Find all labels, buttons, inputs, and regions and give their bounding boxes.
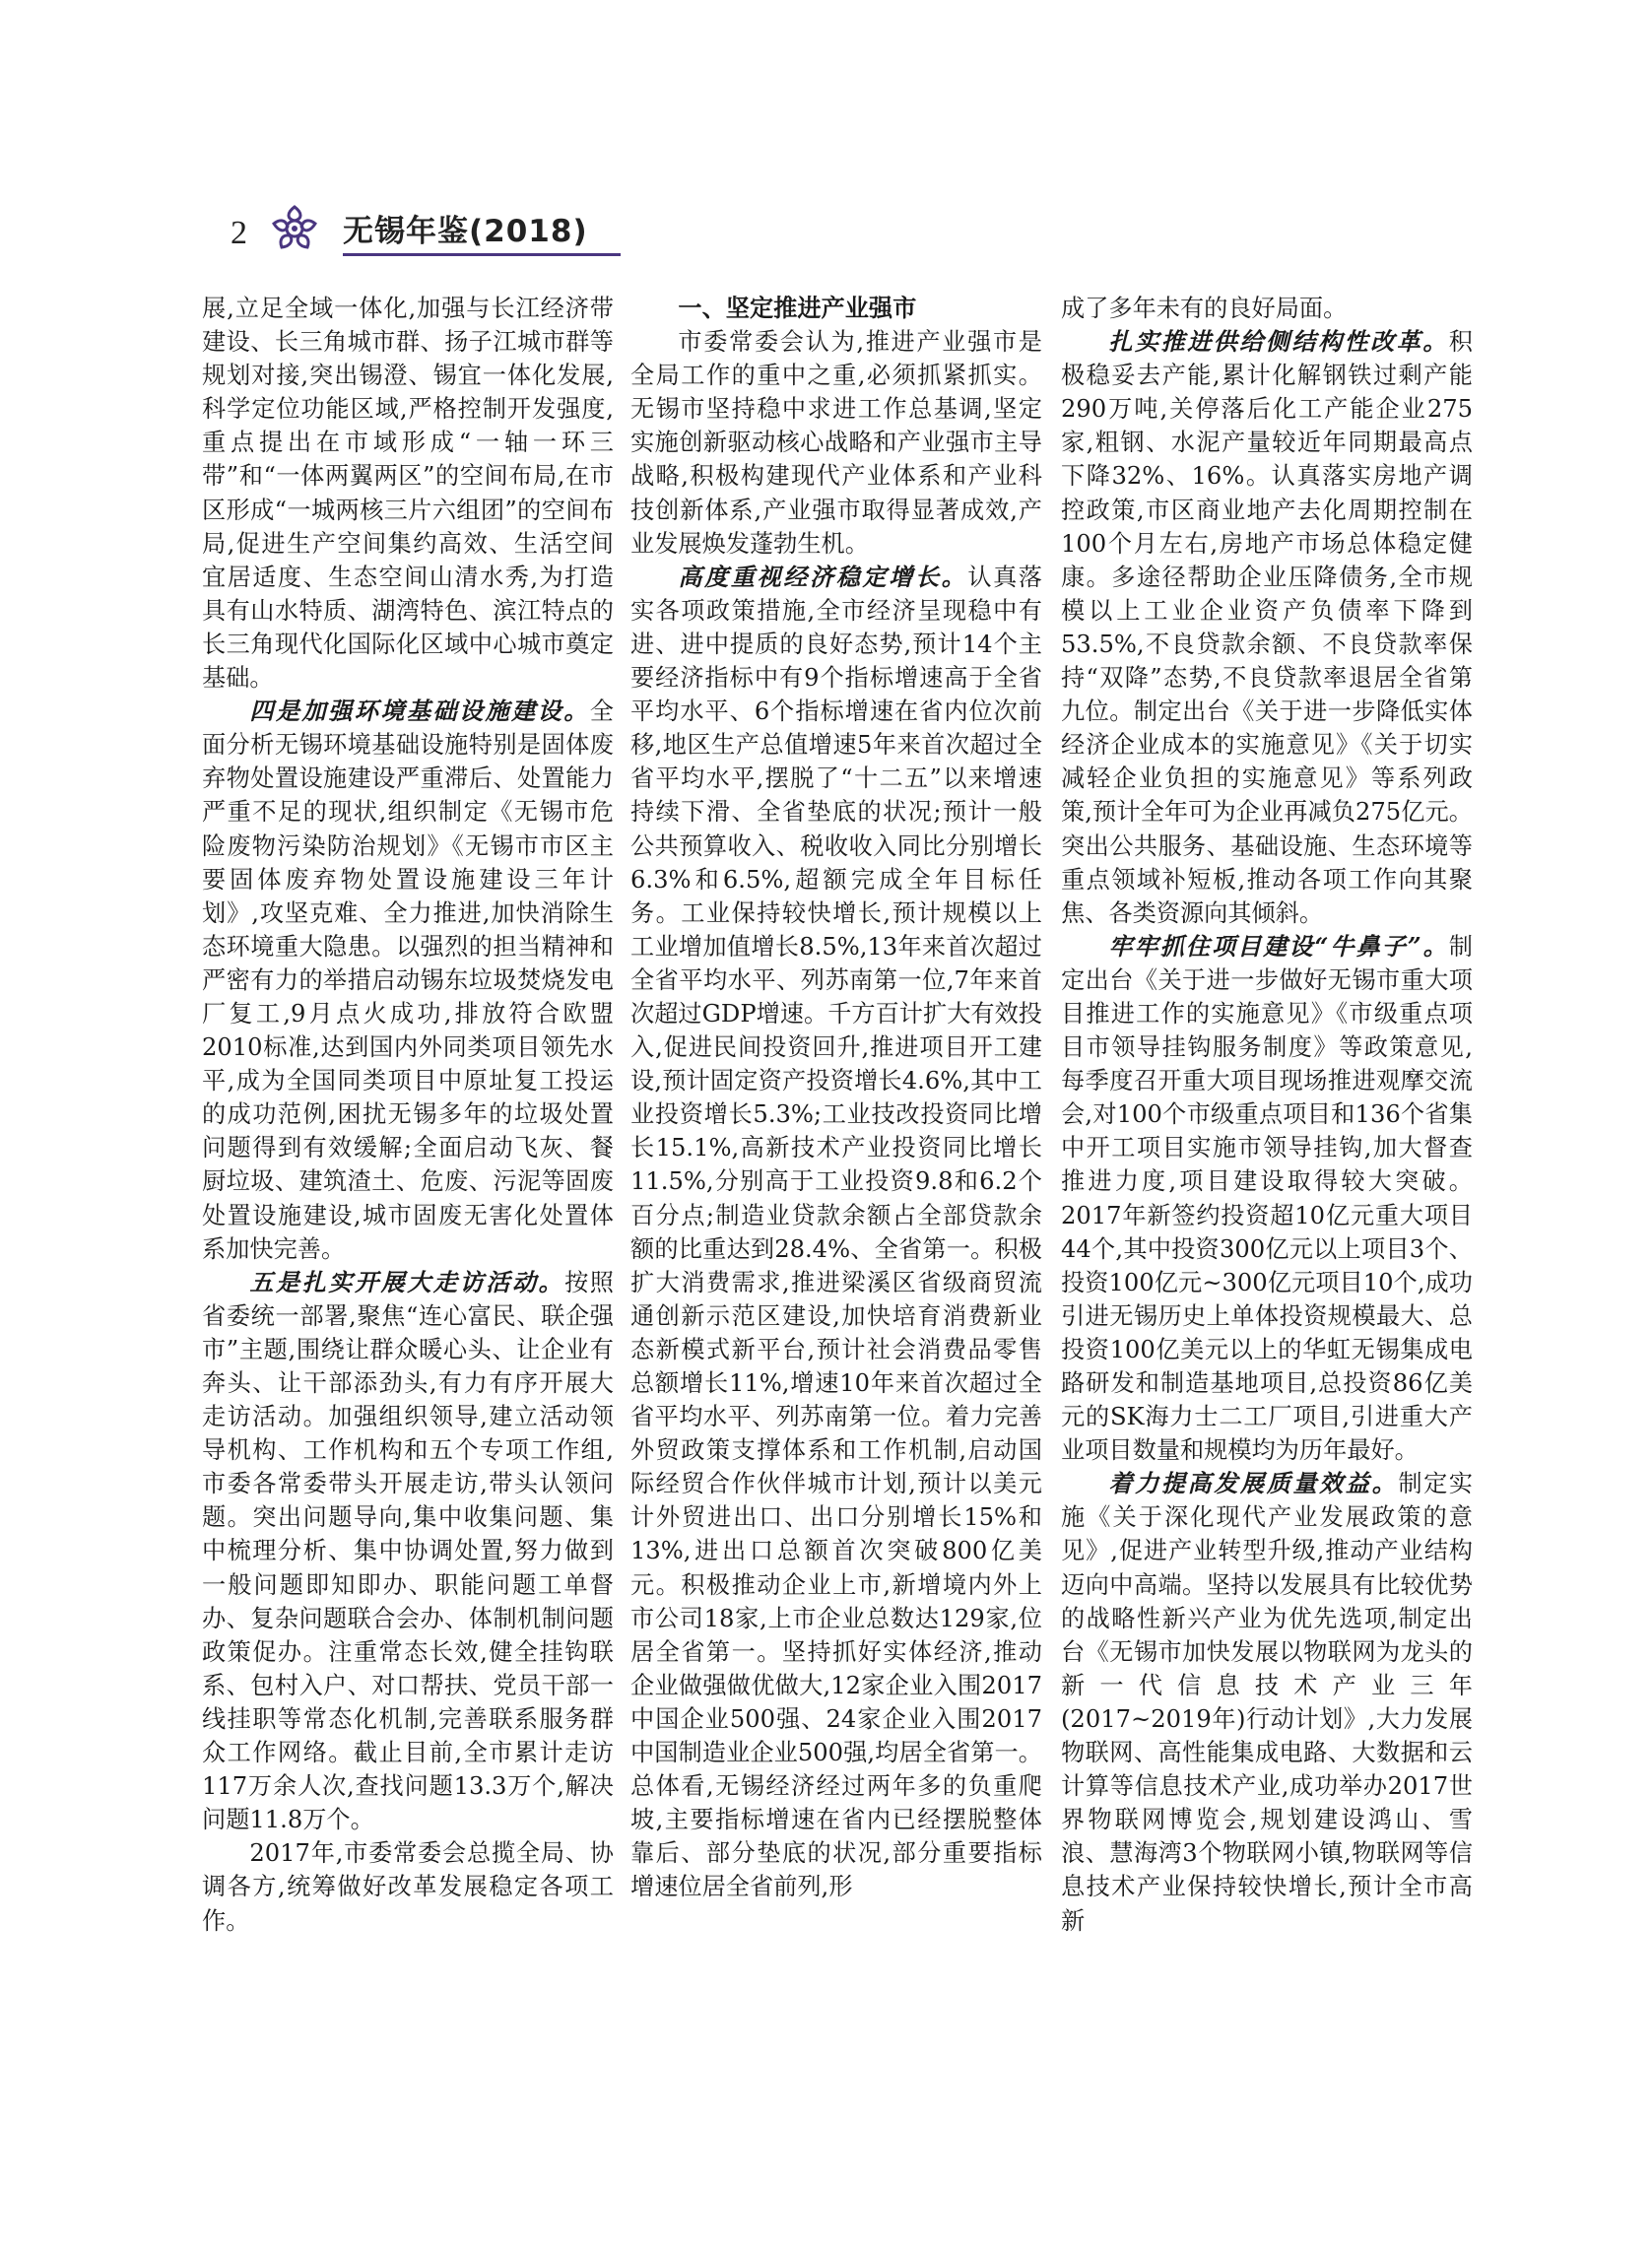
- paragraph-body: 全面分析无锡环境基础设施特别是固体废弃物处置设施建设严重滞后、处置能力严重不足的现状,组织制定《无锡市危险废物污染防治规划》《无锡市市区主要固体废弃物处置设施建设三年计划》,攻坚克难、全力推进,加快消除生态环境重大隐患。以强烈的担当精神和严密有力的举措启动锡东垃圾焚烧发电厂复工,9月点火成功,排放符合欧盟2010标准,达到国内外同类项目领先水平,成为全国同类项目中原址复工投运的成功范例,困扰无锡多年的垃圾处置问题得到有效缓解;全面启动飞灰、餐厨垃圾、建筑渣土、危废、污泥等固废处置设施建设,城市固废无害化处置体系加快完善。: [202, 697, 614, 1263]
- paragraph-lead: 牢牢抓住项目建设“牛鼻子”。: [1108, 931, 1449, 961]
- page-number: 2: [231, 215, 247, 251]
- paragraph-body: 积极稳妥去产能,累计化解钢铁过剩产能290万吨,关停落后化工产能企业275家,粗钢、水泥产量较近年同期最高点下降32%、16%。认真落实房地产调控政策,市区商业地产去化周期控制在100个月左右,房地产市场总体稳定健康。多途径帮助企业压降债务,全市规模以上工业企业资产负债率下降到53.5%,不良贷款余额、不良贷款率保持“双降”态势,不良贷款率退居全省第九位。制定出台《关于进一步降低实体经济企业成本的实施意见》《关于切实减轻企业负担的实施意见》等系列政策,预计全年可为企业再减负275亿元。突出公共服务、基础设施、生态环境等重点领域补短板,推动各项工作向其聚焦、各类资源向其倾斜。: [1061, 328, 1473, 927]
- paragraph: [202, 1266, 614, 1837]
- paragraph-lead: 四是加强环境基础设施建设。: [249, 697, 590, 726]
- paragraph-lead: 五是扎实开展大走访活动。: [249, 1267, 565, 1296]
- paragraph-body: 制定实施《关于深化现代产业发展政策的意见》,促进产业转型升级,推动产业结构迈向中高端。坚持以发展具有比较优势的战略性新兴产业为优先选项,制定出台《无锡市加快发展以物联网为龙头的新一代信息技术产业三年(2017~2019年)行动计划》,大力发展物联网、高性能集成电路、大数据和云计算等信息技术产业,成功举办2017世界物联网博览会,规划建设鸿山、雪浪、慧海湾3个物联网小镇,物联网等信息技术产业保持较快增长,预计全市高新: [1061, 1470, 1473, 1935]
- wuxi-yearbook-emblem-icon: [270, 204, 319, 253]
- paragraph: [1061, 930, 1473, 1468]
- paragraph-body: 按照省委统一部署,聚焦“连心富民、联企强市”主题,围绕让群众暖心头、让企业有奔头、让干部添劲头,有力有序开展大走访活动。加强组织领导,建立活动领导机构、工作机构和五个专项工作组,市委各常委带头开展走访,带头认领问题。突出问题导向,集中收集问题、集中梳理分析、集中协调处置,努力做到一般问题即知即办、职能问题工单督办、复杂问题联合会办、体制机制问题政策促办。注重常态长效,健全挂钩联系、包村入户、对口帮扶、党员干部一线挂职等常态化机制,完善联系服务群众工作网络。截止目前,全市累计走访117万余人次,查找问题13.3万个,解决问题11.8万个。: [202, 1268, 614, 1834]
- paragraph: [630, 561, 1042, 1904]
- paragraph-body: 制定出台《关于进一步做好无锡市重大项目推进工作的实施意见》《市级重点项目市领导挂钩服务制度》等政策意见,每季度召开重大项目现场推进观摩交流会,对100个市级重点项目和136个省集中开工项目实施市领导挂钩,加大督查推进力度,项目建设取得较大突破。2017年新签约投资超10亿元重大项目44个,其中投资300亿元以上项目3个、投资100亿元~300亿元项目10个,成功引进无锡历史上单体投资规模最大、总投资100亿美元以上的华虹无锡集成电路研发和制造基地项目,总投资86亿美元的SK海力士二工厂项目,引进重大产业项目数量和规模均为历年最好。: [1061, 932, 1473, 1465]
- text-column-3: [1061, 292, 1473, 1938]
- text-column-2: [630, 292, 1042, 1904]
- paragraph: 成了多年未有的良好局面。: [1061, 295, 1348, 322]
- header-rule: [343, 253, 621, 256]
- paragraph: [1061, 1467, 1473, 1937]
- paragraph-lead: 高度重视经济稳定增长。: [678, 562, 968, 591]
- paragraph: [202, 695, 614, 1266]
- paragraph: 2017年,市委常委会总揽全局、协调各方,统筹做好改革发展稳定各项工作。: [202, 1839, 614, 1935]
- text-column-1: [202, 292, 614, 1938]
- paragraph: 市委常委会认为,推进产业强市是全局工作的重中之重,必须抓紧抓实。无锡市坚持稳中求进工作总基调,坚定实施创新驱动核心战略和产业强市主导战略,积极构建现代产业体系和产业科技创新体系,产业强市取得显著成效,产业发展焕发蓬勃生机。: [630, 328, 1042, 558]
- book-title: 无锡年鉴(2018): [343, 214, 588, 249]
- paragraph: [1061, 325, 1473, 930]
- paragraph-body: 认真落实各项政策措施,全市经济呈现稳中有进、进中提质的良好态势,预计14个主要经济指标中有9个指标增速高于全省平均水平、6个指标增速在省内位次前移,地区生产总值增速5年来首次超过全省平均水平,摆脱了“十二五”以来增速持续下滑、全省垫底的状况;预计一般公共预算收入、税收收入同比分别增长6.3%和6.5%,超额完成全年目标任务。工业保持较快增长,预计规模以上工业增加值增长8.5%,13年来首次超过全省平均水平、列苏南第一位,7年来首次超过GDP增速。千方百计扩大有效投入,促进民间投资回升,推进项目开工建设,预计固定资产投资增长4.6%,其中工业投资增长5.3%;工业技改投资同比增长15.1%,高新技术产业投资同比增长11.5%,分别高于工业投资9.8和6.2个百分点;制造业贷款余额占全部贷款余额的比重达到28.4%、全省第一。积极扩大消费需求,推进梁溪区省级商贸流通创新示范区建设,加快培育消费新业态新模式新平台,预计社会消费品零售总额增长11%,增速10年来首次超过全省平均水平、列苏南第一位。着力完善外贸政策支撑体系和工作机制,启动国际经贸合作伙伴城市计划,预计以美元计外贸进出口、出口分别增长15%和13%,进出口总额首次突破800亿美元。积极推动企业上市,新增境内外上市公司18家,上市企业总数达129家,位居全省第一。坚持抓好实体经济,推动企业做强做优做大,12家企业入围2017中国企业500强、24家企业入围2017中国制造业企业500强,均居全省第一。总体看,无锡经济经过两年多的负重爬坡,主要指标增速在省内已经摆脱整体靠后、部分垫底的状况,部分重要指标增速位居全省前列,形: [630, 563, 1042, 1901]
- paragraph-lead: 扎实推进供给侧结构性改革。: [1108, 327, 1449, 357]
- page-header: [227, 202, 621, 259]
- paragraph: 展,立足全域一体化,加强与长江经济带建设、长三角城市群、扬子江城市群等规划对接,突出锡澄、锡宜一体化发展,科学定位功能区域,严格控制开发强度,重点提出在市域形成“一轴一环三带”和“一体两翼两区”的空间布局,在市区形成“一城两核三片六组团”的空间布局,促进生产空间集约高效、生活空间宜居适度、生态空间山清水秀,为打造具有山水特质、湖湾特色、滨江特点的长三角现代化国际化区域中心城市奠定基础。: [202, 295, 614, 693]
- section-heading: 一、坚定推进产业强市: [678, 295, 917, 322]
- paragraph-lead: 着力提高发展质量效益。: [1108, 1469, 1399, 1498]
